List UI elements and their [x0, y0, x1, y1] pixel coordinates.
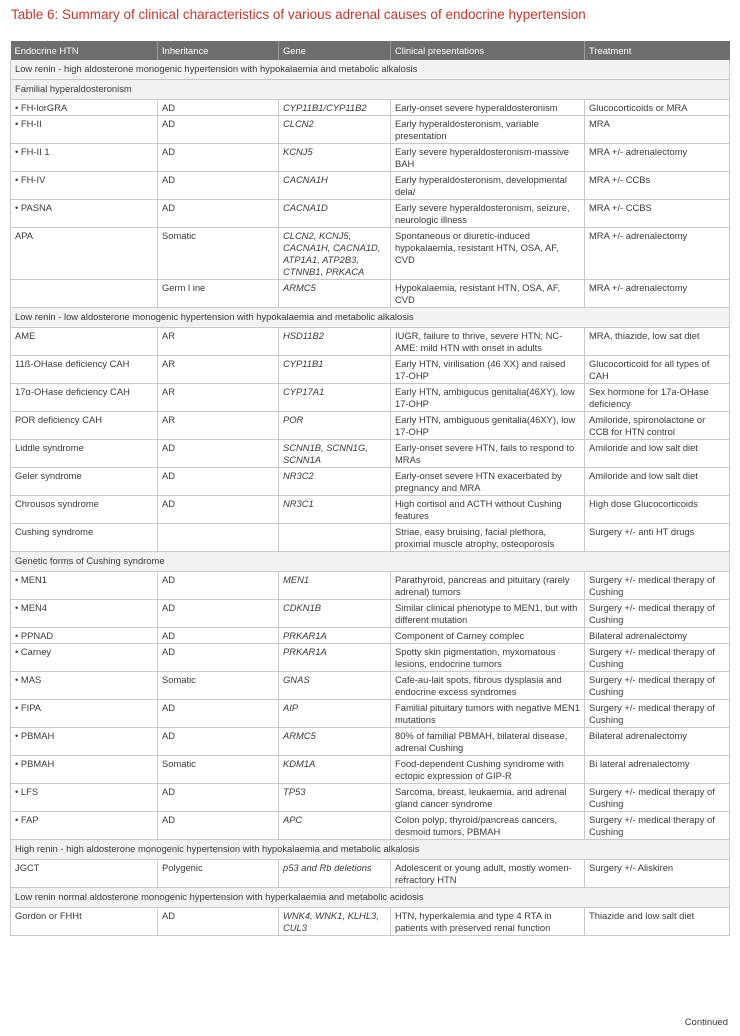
cell-endocrine-htn: • FH-II 1 — [11, 144, 158, 172]
cell-inheritance: AD — [158, 600, 279, 628]
cell-endocrine-htn: 11ß-OHase deficiency CAH — [11, 356, 158, 384]
cell-clinical-presentation: Early hyperaldosteronism, developmental dela/ — [391, 172, 585, 200]
column-header-gene: Gene — [279, 41, 391, 60]
cell-treatment: MRA +/- CCBS — [585, 200, 730, 228]
cell-gene: GNAS — [279, 672, 391, 700]
cell-treatment: Surgery +/- anti HT drugs — [585, 524, 730, 552]
section-row — [11, 80, 730, 100]
table-row — [11, 756, 730, 784]
cell-treatment: Surgery +/- Aliskiren — [585, 860, 730, 888]
cell-inheritance: AD — [158, 908, 279, 936]
section-row — [11, 840, 730, 860]
cell-inheritance: AR — [158, 412, 279, 440]
cell-endocrine-htn: Gordon or FHHt — [11, 908, 158, 936]
cell-endocrine-htn: Liddle syndrome — [11, 440, 158, 468]
cell-gene: CACNA1H — [279, 172, 391, 200]
cell-inheritance: AD — [158, 628, 279, 644]
cell-inheritance: AD — [158, 496, 279, 524]
section-heading: Familial hyperaldosteronism — [11, 80, 730, 100]
cell-inheritance: AD — [158, 700, 279, 728]
cell-clinical-presentation: Spotty skin pigmentation, myxomatous lesions, endocrine tumors — [391, 644, 585, 672]
cell-clinical-presentation: Food-dependent Cushing syndrome with ectopic expression of GIP-R — [391, 756, 585, 784]
cell-inheritance: AR — [158, 384, 279, 412]
cell-gene: TP53 — [279, 784, 391, 812]
cell-treatment: Amiloride, spironolactone or CCB for HTN control — [585, 412, 730, 440]
cell-clinical-presentation: Colon polyp, thyroid/pancreas cancers, desmoid tumors, PBMAH — [391, 812, 585, 840]
cell-gene: NR3C1 — [279, 496, 391, 524]
table-row — [11, 908, 730, 936]
cell-gene: POR — [279, 412, 391, 440]
table-row — [11, 440, 730, 468]
cell-inheritance: Somatic — [158, 672, 279, 700]
cell-clinical-presentation: Sarcoma, breast, leukaemia, and adrenal gland cancer syndrome — [391, 784, 585, 812]
cell-endocrine-htn: • MEN4 — [11, 600, 158, 628]
cell-gene: PRKAR1A — [279, 644, 391, 672]
cell-treatment: MRA +/- adrenalectomy — [585, 280, 730, 308]
cell-endocrine-htn: • FAP — [11, 812, 158, 840]
section-row — [11, 308, 730, 328]
table-row — [11, 700, 730, 728]
table-row — [11, 600, 730, 628]
cell-gene: CYP11B1 — [279, 356, 391, 384]
cell-inheritance: AD — [158, 812, 279, 840]
cell-gene: CLCN2, KCNJ5, CACNA1H, CACNA1D, ATP1A1, ATP2B3, CTNNB1, PRKACA — [279, 228, 391, 280]
cell-treatment: MRA — [585, 116, 730, 144]
cell-clinical-presentation: Early-onset severe HTN exacerbated by pregnancy and MRA — [391, 468, 585, 496]
cell-inheritance: AD — [158, 728, 279, 756]
cell-treatment: Amiloride and low salt diet — [585, 468, 730, 496]
table-row — [11, 812, 730, 840]
cell-inheritance: Somatic — [158, 756, 279, 784]
table-row — [11, 200, 730, 228]
column-header-inheritance: Inheritance — [158, 41, 279, 60]
cell-clinical-presentation: Cafe-au-lait spots, fibrous dysplasia and endocrine excess syndromes — [391, 672, 585, 700]
cell-endocrine-htn: • PBMAH — [11, 756, 158, 784]
cell-endocrine-htn: Cushing syndrome — [11, 524, 158, 552]
cell-gene: KCNJ5 — [279, 144, 391, 172]
cell-endocrine-htn: • FH-II — [11, 116, 158, 144]
cell-endocrine-htn: • FH-IV — [11, 172, 158, 200]
table-row — [11, 144, 730, 172]
cell-gene — [279, 524, 391, 552]
table-row — [11, 384, 730, 412]
cell-inheritance: AD — [158, 200, 279, 228]
cell-clinical-presentation: Early hyperaldosteronism, variable presentation — [391, 116, 585, 144]
cell-endocrine-htn: • MAS — [11, 672, 158, 700]
cell-clinical-presentation: HTN, hyperkalemia and type 4 RTA in patients with preserved renal function — [391, 908, 585, 936]
cell-clinical-presentation: Early HTN, ambigucus genitalia(46XY), low 17-OHP — [391, 384, 585, 412]
cell-gene: p53 and Rb deletions — [279, 860, 391, 888]
table-title: Table 6: Summary of clinical characteristics of various adrenal causes of endocrine hypertension — [11, 7, 586, 22]
cell-inheritance: AD — [158, 644, 279, 672]
cell-clinical-presentation: Early-onset severe HTN, fails to respond to MRAs — [391, 440, 585, 468]
cell-clinical-presentation: Early-onset severe hyperaldosteronism — [391, 100, 585, 116]
cell-gene: HSD11B2 — [279, 328, 391, 356]
cell-clinical-presentation: Parathyroid, pancreas and pituitary (rarely adrenal) tumors — [391, 572, 585, 600]
cell-endocrine-htn: Chrousos syndrome — [11, 496, 158, 524]
cell-inheritance: AD — [158, 440, 279, 468]
cell-gene: CACNA1D — [279, 200, 391, 228]
table-row — [11, 412, 730, 440]
cell-treatment: High dose Glucocorticoids — [585, 496, 730, 524]
cell-gene: WNK4, WNK1, KLHL3, CUL3 — [279, 908, 391, 936]
cell-inheritance: AD — [158, 468, 279, 496]
table-row — [11, 280, 730, 308]
table-row — [11, 672, 730, 700]
cell-gene: CDKN1B — [279, 600, 391, 628]
table-row — [11, 860, 730, 888]
cell-endocrine-htn: • MEN1 — [11, 572, 158, 600]
cell-treatment: Sex hormone for 17a-OHase deficiency — [585, 384, 730, 412]
cell-endocrine-htn: • FIPA — [11, 700, 158, 728]
cell-clinical-presentation: Striae, easy bruising, facial plethora, proximal muscle atrophy, osteoporosis — [391, 524, 585, 552]
column-header-clinical-presentations: Clinical presentations — [391, 41, 585, 60]
cell-clinical-presentation: Early severe hyperaldosteronism-massive BAH — [391, 144, 585, 172]
section-row — [11, 552, 730, 572]
table-row — [11, 468, 730, 496]
cell-endocrine-htn: APA — [11, 228, 158, 280]
cell-treatment: Surgery +/- medical therapy of Cushing — [585, 672, 730, 700]
cell-gene: CYP17A1 — [279, 384, 391, 412]
cell-endocrine-htn: AME — [11, 328, 158, 356]
cell-gene: ARMC5 — [279, 728, 391, 756]
cell-inheritance: AD — [158, 116, 279, 144]
cell-endocrine-htn: JGCT — [11, 860, 158, 888]
cell-treatment: MRA +/- CCBs — [585, 172, 730, 200]
cell-inheritance: AD — [158, 784, 279, 812]
cell-endocrine-htn: • PPNAD — [11, 628, 158, 644]
cell-clinical-presentation: Spontaneous or diuretic-induced hypokalaemia, resistant HTN, OSA, AF, CVD — [391, 228, 585, 280]
cell-treatment: MRA +/- adrenalectomy — [585, 228, 730, 280]
cell-inheritance: AR — [158, 328, 279, 356]
section-row — [11, 888, 730, 908]
column-header-treatment: Treatment — [585, 41, 730, 60]
cell-clinical-presentation: Early severe hyperaldosteronism, seizure, neurologic illness — [391, 200, 585, 228]
table-row — [11, 356, 730, 384]
table-row — [11, 100, 730, 116]
cell-clinical-presentation: Component of Carney complec — [391, 628, 585, 644]
cell-treatment: MRA, thiazide, low sat diet — [585, 328, 730, 356]
table-row — [11, 628, 730, 644]
section-heading: Low renin - low aldosterone monogenic hypertension with hypokalaemia and metabolic alkalosis — [11, 308, 730, 328]
cell-treatment: Surgery +/- medical therapy of Cushing — [585, 700, 730, 728]
table-body — [11, 60, 730, 936]
cell-gene: CLCN2 — [279, 116, 391, 144]
cell-gene: ARMC5 — [279, 280, 391, 308]
column-header-endocrine-htn: Endocrine HTN — [11, 41, 158, 60]
cell-clinical-presentation: IUGR, failure to thrive, severe HTN; NC-AME: mild HTN with onset in adults — [391, 328, 585, 356]
header-row — [11, 41, 730, 60]
section-heading: High renin - high aldosterone monogenic hypertension with hypokalaemia and metabolic alkalosis — [11, 840, 730, 860]
cell-inheritance — [158, 524, 279, 552]
cell-inheritance: AD — [158, 144, 279, 172]
cell-treatment: Bi lateral adrenalectomy — [585, 756, 730, 784]
cell-gene: AIP — [279, 700, 391, 728]
cell-gene: KDM1A — [279, 756, 391, 784]
cell-inheritance: AR — [158, 356, 279, 384]
cell-treatment: Amiloride and low salt diet — [585, 440, 730, 468]
section-heading: Genetic forms of Cushing syndrome — [11, 552, 730, 572]
cell-gene: MEN1 — [279, 572, 391, 600]
cell-endocrine-htn: 17α-OHase deficiency CAH — [11, 384, 158, 412]
cell-clinical-presentation: Early HTN, ambiguous genitalia(46XY), low 17-OHP — [391, 412, 585, 440]
table-row — [11, 228, 730, 280]
cell-inheritance: Germ l ine — [158, 280, 279, 308]
clinical-characteristics-table — [10, 41, 730, 936]
cell-endocrine-htn: • Carney — [11, 644, 158, 672]
table-row — [11, 328, 730, 356]
cell-gene: SCNN1B, SCNN1G, SCNN1A — [279, 440, 391, 468]
table-row — [11, 496, 730, 524]
cell-treatment: Glucocorticoids or MRA — [585, 100, 730, 116]
cell-clinical-presentation: Early HTN, virilisation (46 XX) and raised 17-OHP — [391, 356, 585, 384]
cell-treatment: Surgery +/- medical therapy of Cushing — [585, 644, 730, 672]
cell-treatment: MRA +/- adrenalectomy — [585, 144, 730, 172]
cell-treatment: Surgery +/- medical therapy of Cushing — [585, 812, 730, 840]
table-row — [11, 116, 730, 144]
cell-endocrine-htn: • FH-lorGRA — [11, 100, 158, 116]
cell-clinical-presentation: Similar clinical phenotype to MEN1, but with different mutation — [391, 600, 585, 628]
table-row — [11, 644, 730, 672]
cell-treatment: Surgery +/- medical therapy of Cushing — [585, 572, 730, 600]
cell-inheritance: AD — [158, 172, 279, 200]
cell-clinical-presentation: Adolescent or young adult, mostly women-refractory HTN — [391, 860, 585, 888]
cell-inheritance: Polygenic — [158, 860, 279, 888]
cell-treatment: Bilateral adrenalectomy — [585, 728, 730, 756]
section-heading: Low renin normal aldosterone monogenic hypertension with hyperkalaemia and metabolic acidosis — [11, 888, 730, 908]
table-row — [11, 524, 730, 552]
cell-clinical-presentation: Familial pituitary tumors with negative MEN1 mutations — [391, 700, 585, 728]
cell-treatment: Surgery +/- medical therapy of Cushing — [585, 784, 730, 812]
cell-treatment: Surgery +/- medical therapy of Cushing — [585, 600, 730, 628]
cell-inheritance: AD — [158, 100, 279, 116]
cell-clinical-presentation: 80% of familial PBMAH, bilateral disease, adrenal Cushing — [391, 728, 585, 756]
cell-endocrine-htn: • PBMAH — [11, 728, 158, 756]
cell-gene: CYP11B1/CYP11B2 — [279, 100, 391, 116]
cell-endocrine-htn: POR deficiency CAH — [11, 412, 158, 440]
cell-endocrine-htn: Geler syndrome — [11, 468, 158, 496]
table-row — [11, 784, 730, 812]
table-row — [11, 572, 730, 600]
cell-inheritance: AD — [158, 572, 279, 600]
cell-endocrine-htn — [11, 280, 158, 308]
section-heading: Low renin - high aldosterone monogenic hypertension with hypokalaemia and metabolic alkalosis — [11, 60, 730, 80]
cell-inheritance: Somatic — [158, 228, 279, 280]
cell-endocrine-htn: • PASNA — [11, 200, 158, 228]
cell-gene: NR3C2 — [279, 468, 391, 496]
table-row — [11, 172, 730, 200]
continued-label: Continued — [684, 1017, 728, 1028]
cell-gene: PRKAR1A — [279, 628, 391, 644]
cell-treatment: Glucocorticoid for all types of CAH — [585, 356, 730, 384]
table-row — [11, 728, 730, 756]
cell-gene: APC — [279, 812, 391, 840]
cell-clinical-presentation: High cortisol and ACTH without Cushing features — [391, 496, 585, 524]
cell-clinical-presentation: Hypokalaemia, resistant HTN, OSA, AF, CVD — [391, 280, 585, 308]
cell-endocrine-htn: • LFS — [11, 784, 158, 812]
cell-treatment: Bilateral adrenalectomy — [585, 628, 730, 644]
section-row — [11, 60, 730, 80]
cell-treatment: Thiazide and low salt diet — [585, 908, 730, 936]
